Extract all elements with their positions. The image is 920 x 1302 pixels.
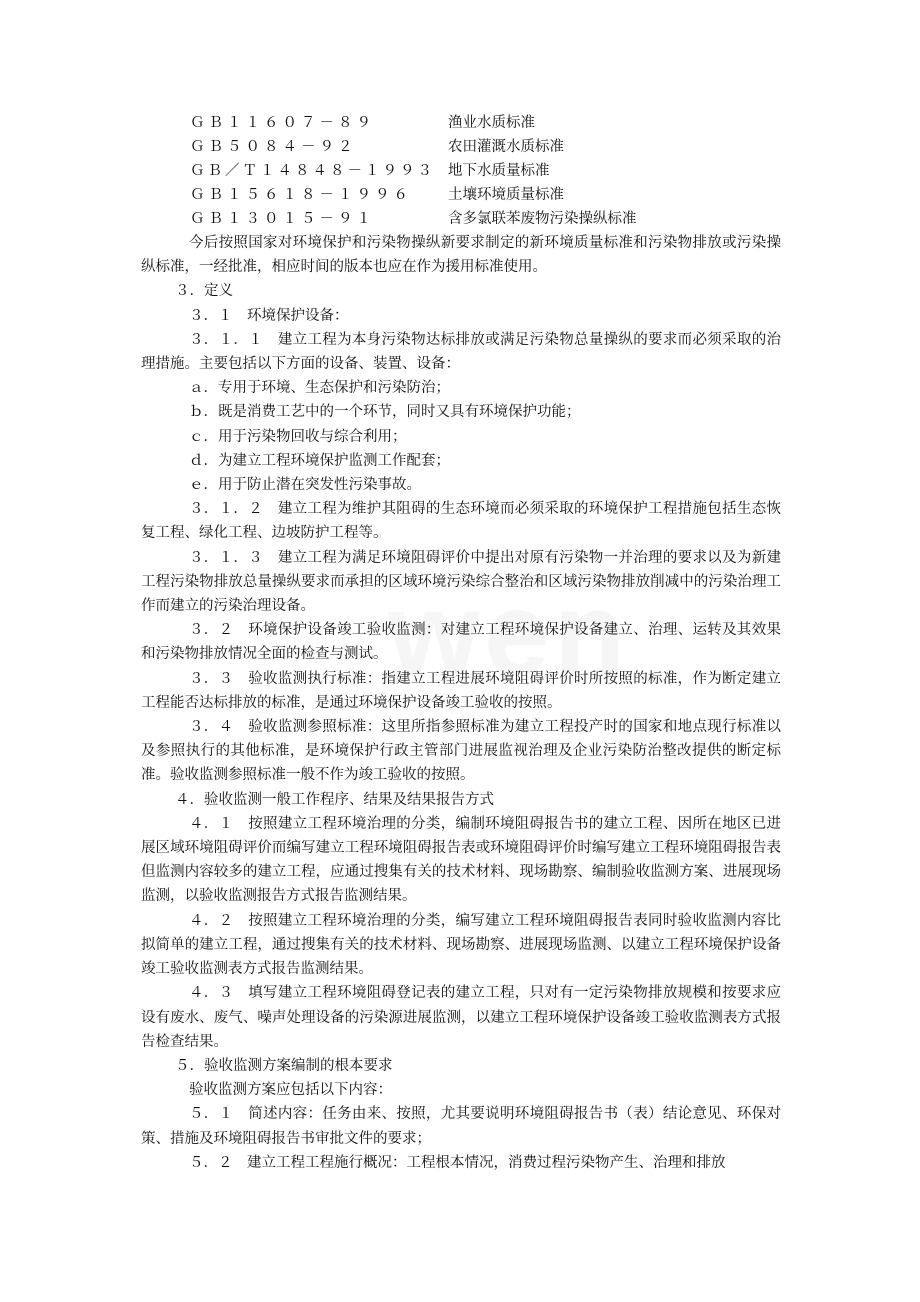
section-3-1-2: ３．１．２ 建立工程为维护其阻碍的生态环境而必须采取的环境保护工程措施包括生态恢复工程、绿化工程、边坡防护工程等。 xyxy=(141,501,781,542)
section-3-1-1: ３．１．１ 建立工程为本身污染物达标排放或满足污染物总量操纵的要求而必须采取的治理措施。主要包括以下方面的设备、装置、设备： xyxy=(141,331,781,373)
section-4-3: ４．３ 填写建立工程环境阻碍登记表的建立工程，只对有一定污染物排放规模和按要求应设有废水、废气、噪声处理设备的污染源进展监测，以建立工程环境保护设备竣工验收监测表方式报告检查结果。 xyxy=(141,985,781,1050)
standard-name: 农田灌溉水质标准 xyxy=(448,139,564,155)
section-5-2: ５．２ 建立工程工程施行概况：工程根本情况，消费过程污染物产生、治理和排放 xyxy=(189,1154,726,1171)
standard-row xyxy=(190,159,750,183)
standard-name: 渔业水质标准 xyxy=(448,115,535,131)
standard-code: ＧＢ１５６１８－１９９６ xyxy=(190,187,412,203)
list-item-b: ｂ．既是消费工艺中的一个环节，同时又具有环境保护功能； xyxy=(189,404,581,421)
section-3-2: ３．２ 环境保护设备竣工验收监测：对建立工程环境保护设备建立、治理、运转及其效果和污染物排放情况全面的检查与测试。 xyxy=(141,622,781,663)
list-item-e: ｅ．用于防止潜在突发性污染事故。 xyxy=(189,477,421,494)
section-5-1: ５．１ 简述内容：任务由来、按照，尤其要说明环境阻碍报告书（表）结论意见、环保对策、措施及环境阻碍报告书审批文件的要求； xyxy=(141,1106,781,1147)
standard-row xyxy=(190,207,750,231)
standard-name: 含多氯联苯废物污染操纵标准 xyxy=(448,211,637,227)
standard-code: ＧＢ５０８４－９２ xyxy=(190,139,357,155)
standard-code: ＧＢ１３０１５－９１ xyxy=(190,211,375,227)
standards-list xyxy=(190,111,750,231)
section-3-4: ３．４ 验收监测参照标准：这里所指参照标准为建立工程投产时的国家和地点现行标准以及参照执行的其他标准，是环境保护行政主管部门进展监视治理及企业污染防治整改提供的断定标准。验收监测参照标准一般不作为竣工验收的按照。 xyxy=(141,719,781,784)
list-item-c: ｃ．用于污染物回收与综合利用； xyxy=(189,428,407,445)
standard-row xyxy=(190,183,750,207)
paragraph-future-standards: 今后按照国家对环境保护和污染物操纵新要求制定的新环境质量标准和污染物排放或污染操纵标准，一经批准，相应时间的版本也应在作为援用标准使用。 xyxy=(141,235,781,276)
standard-row xyxy=(190,135,750,159)
standard-code: ＧＢ／Ｔ１４８４８－１９９３ xyxy=(190,163,435,179)
section-heading-5: ５．验收监测方案编制的根本要求 xyxy=(175,1057,393,1074)
section-4-1: ４．１ 按照建立工程环境治理的分类，编制环境阻碍报告书的建立工程、因所在地区已进展区域环境阻碍评价而编写建立工程环境阻碍报告表或环境阻碍评价时编写建立工程环境阻碍报告表但监测内容较多的建立工程，应通过搜集有关的技术材料、现场勘察、编制验收监测方案、进展现场监测，以验收监测报告方式报告监测结果。 xyxy=(141,815,781,905)
section-3-1-3: ３．１．３ 建立工程为满足环境阻碍评价中提出对原有污染物一并治理的要求以及为新建工程污染物排放总量操纵要求而承担的区域环境污染综合整治和区域污染物排放削减中的污染治理工作而建立的污染治理设备。 xyxy=(141,549,781,615)
section-3-1: ３．１ 环境保护设备： xyxy=(189,307,349,324)
section-heading-4: ４．验收监测一般工作程序、结果及结果报告方式 xyxy=(175,791,494,808)
list-item-a: ａ．专用于环境、生态保护和污染防治； xyxy=(189,380,450,397)
standard-code: ＧＢ１１６０７－８９ xyxy=(190,115,375,131)
standard-name: 地下水质量标准 xyxy=(448,163,550,179)
section-heading-3: ３．定义 xyxy=(175,283,233,300)
document-body xyxy=(141,231,781,1175)
section-3-3: ３．３ 验收监测执行标准：指建立工程进展环境阻碍评价时所按照的标准，作为断定建立工程能否达标排放的标准，是通过环境保护设备竣工验收的按照。 xyxy=(141,670,781,711)
standard-row xyxy=(190,111,750,135)
section-5-intro: 验收监测方案应包括以下内容： xyxy=(189,1082,392,1099)
standard-name: 土壤环境质量标准 xyxy=(448,187,564,203)
list-item-d: ｄ．为建立工程环境保护监测工作配套； xyxy=(189,452,450,469)
section-4-2: ４．２ 按照建立工程环境治理的分类，编写建立工程环境阻碍报告表同时验收监测内容比拟简单的建立工程，通过搜集有关的技术材料、现场勘察、进展现场监测、以建立工程环境保护设备竣工验收监测表方式报告监测结果。 xyxy=(141,912,781,978)
